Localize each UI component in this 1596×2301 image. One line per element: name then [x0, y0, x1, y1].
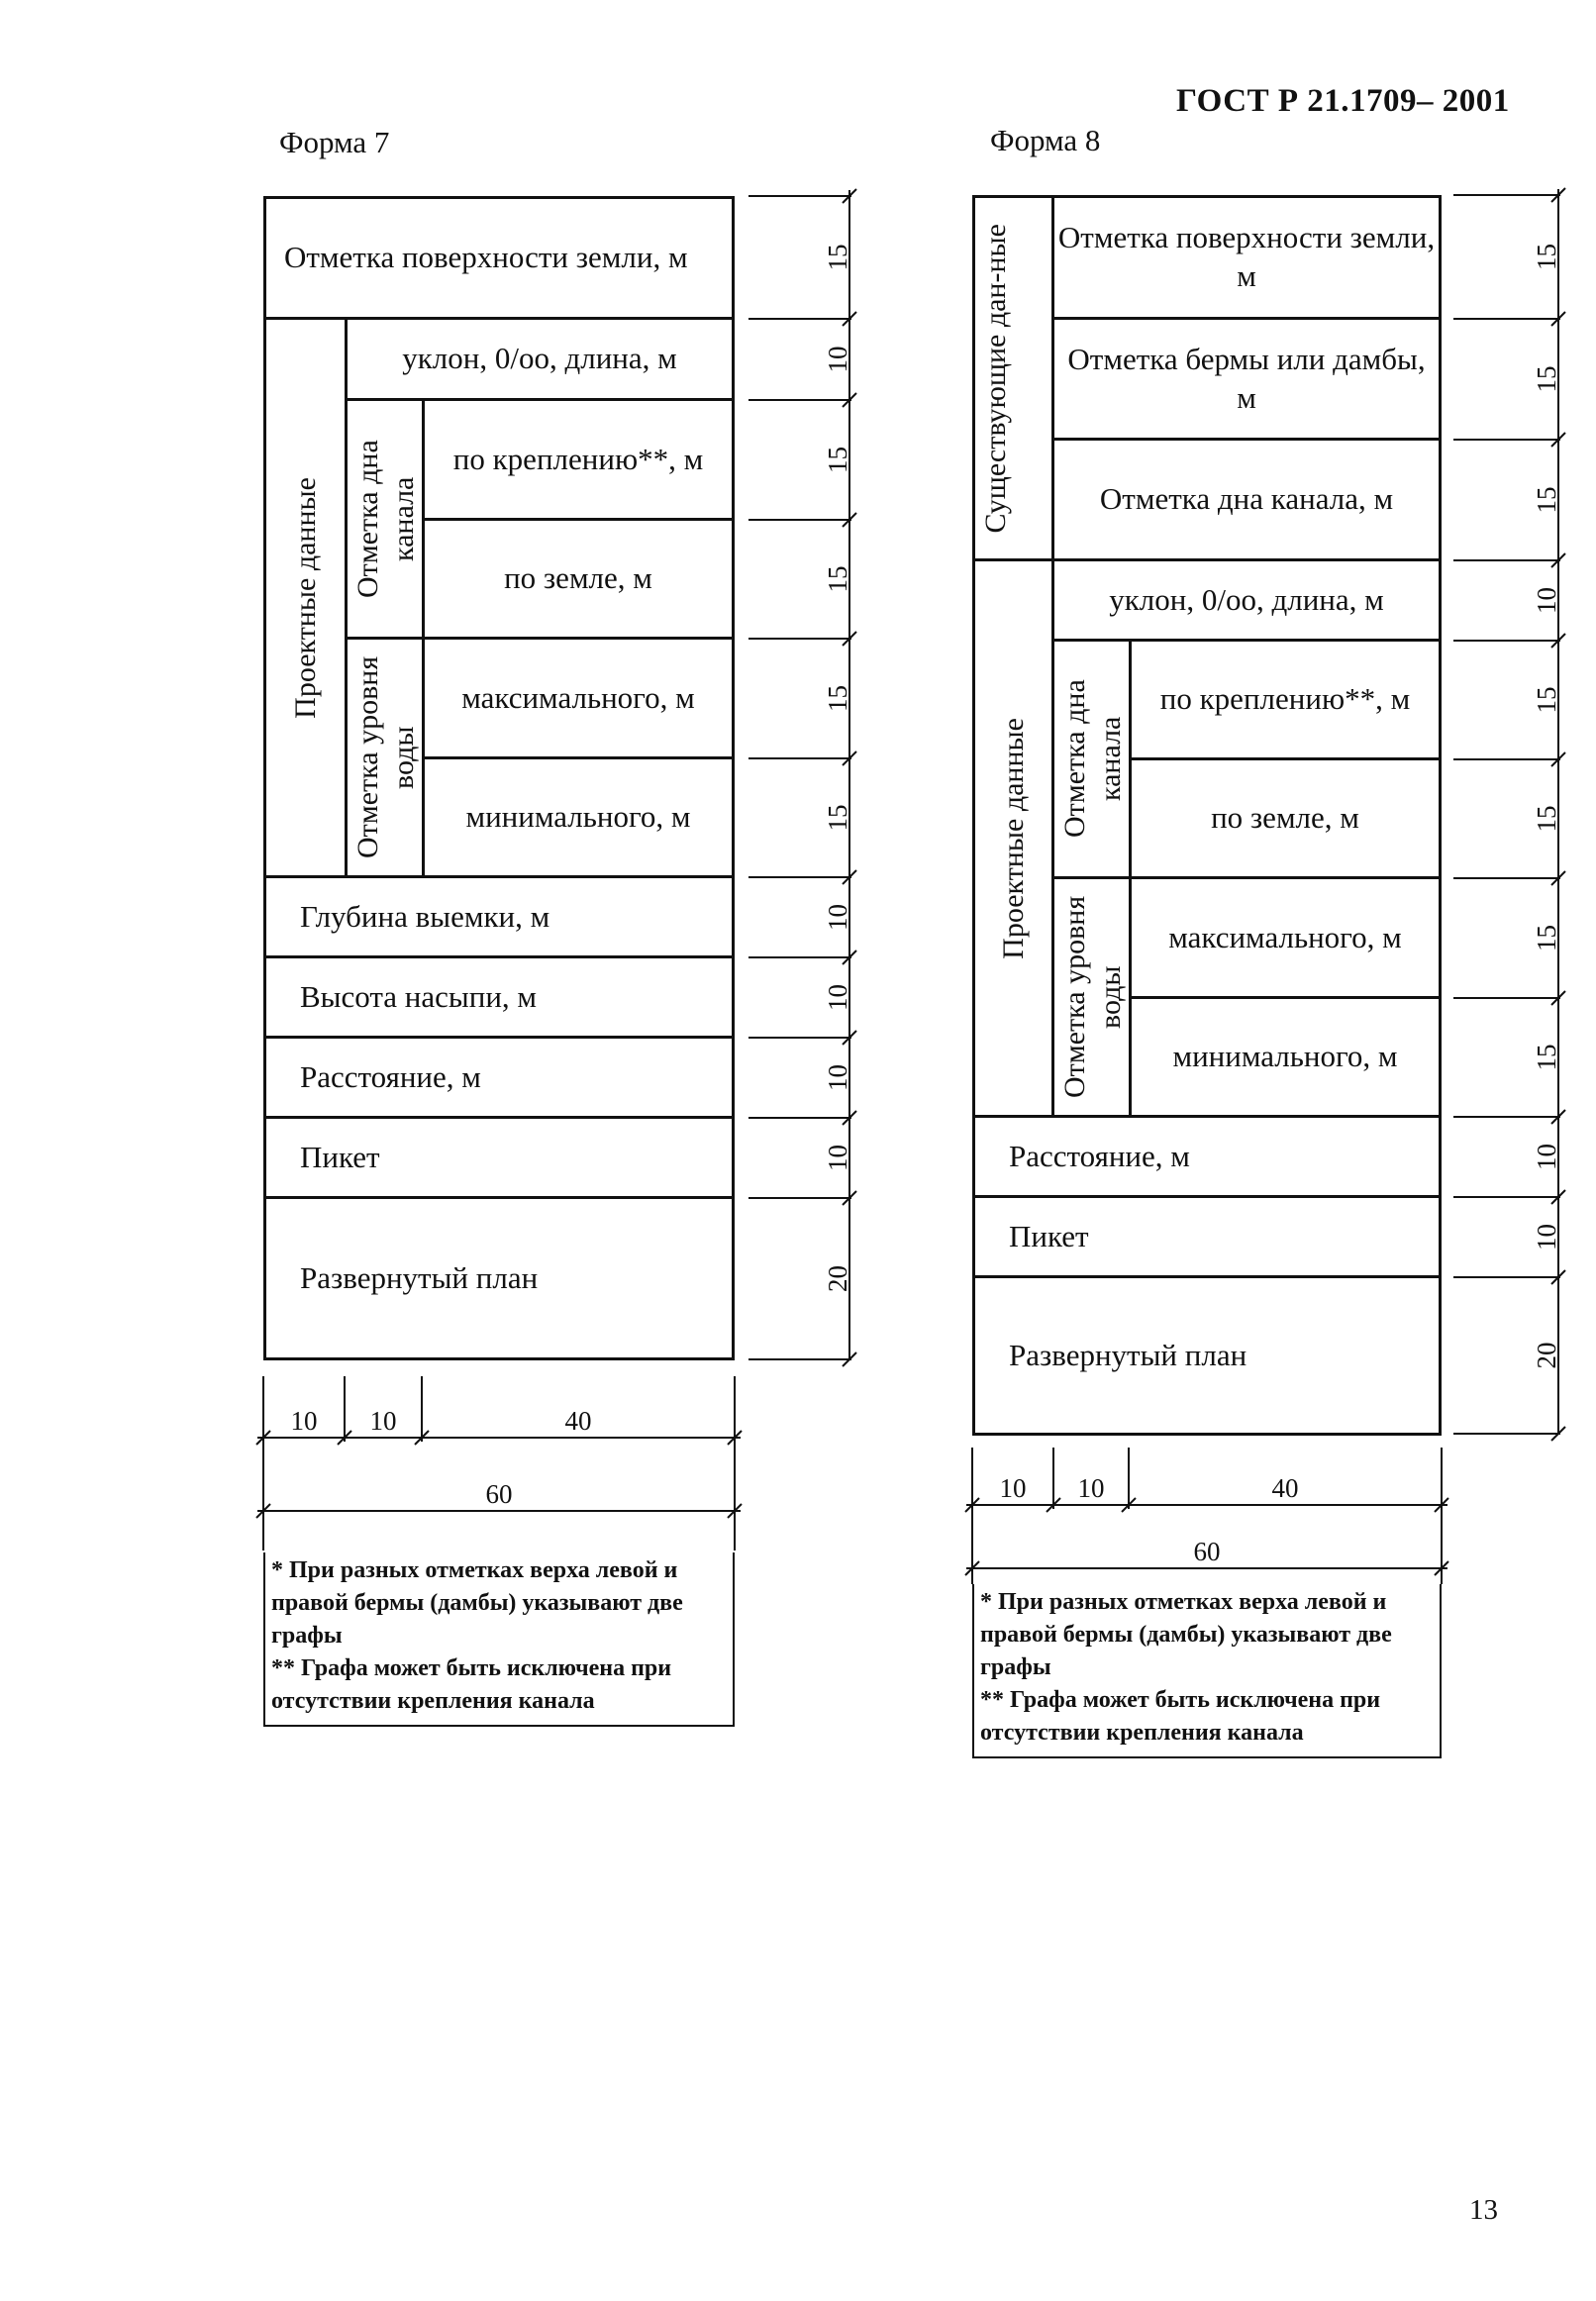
form7-row-dim-label: 15	[823, 565, 852, 593]
form8-group-design-label: Проектные данные	[996, 717, 1030, 959]
form8-row-dim-label: 15	[1532, 244, 1561, 270]
form7-row-dim-label: 10	[823, 904, 852, 931]
form7-note-2: ** Графа может быть исключена при отсутствии крепления канала	[271, 1655, 672, 1715]
form7-col-dim-label: 60	[485, 1479, 513, 1509]
form7-row-picket: Пикет	[263, 1116, 735, 1199]
form8-row-picket: Пикет	[972, 1195, 1442, 1278]
document-standard-number: ГОСТ Р 21.1709– 2001	[1176, 83, 1510, 119]
form8-title: Форма 8	[990, 123, 1101, 157]
form7-dimensions	[256, 189, 856, 1551]
form8-row-earth: по земле, м	[1129, 757, 1442, 879]
form8-row-dim-label: 10	[1532, 1224, 1561, 1251]
form8-row-min: минимального, м	[1129, 996, 1442, 1118]
form7-notes	[263, 1552, 735, 1727]
form7-row-dim-label: 10	[823, 346, 852, 373]
form8-row-dim-label: 15	[1532, 805, 1561, 833]
form8-row-dim-label: 20	[1532, 1342, 1561, 1369]
form7-row-fill-height: Высота насыпи, м	[263, 955, 735, 1039]
form8-row-dim-label: 15	[1532, 1044, 1561, 1071]
form8-group-bottom-label: Отметка дна канала	[1057, 679, 1127, 839]
form7-row-cut-depth: Глубина выемки, м	[263, 875, 735, 958]
form7-row-min: минимального, м	[422, 756, 735, 878]
form7-row-dim-label: 10	[823, 1064, 852, 1091]
form7-row-distance: Расстояние, м	[263, 1036, 735, 1119]
form8-col-dim-label: 10	[1077, 1473, 1105, 1503]
form7-row-dim-label: 15	[823, 804, 852, 832]
form8-group-existing-label: Существующие дан-ные	[978, 223, 1012, 534]
form7-col-dim-label: 10	[290, 1406, 318, 1436]
form8-row-dim-label: 10	[1532, 1144, 1561, 1170]
form8-col-dim-label: 10	[999, 1473, 1027, 1503]
form8-row-dim-label: 15	[1532, 486, 1561, 514]
form7-group-water-label: Отметка уровня воды	[350, 655, 420, 859]
form8-row-distance: Расстояние, м	[972, 1115, 1442, 1198]
form7-row-dim-label: 10	[823, 1145, 852, 1171]
form7-title: Форма 7	[279, 125, 390, 159]
form8-note-2: ** Графа может быть исключена при отсутствии крепления канала	[980, 1687, 1381, 1747]
form7-row-ground: Отметка поверхности земли, м	[263, 196, 735, 320]
form8-col-dim-label: 60	[1193, 1537, 1221, 1566]
form7-row-max: максимального, м	[422, 637, 735, 759]
form8-row-max: максимального, м	[1129, 876, 1442, 999]
form8-row-slope: уклон, 0/оо, длина, м	[1051, 558, 1442, 642]
form7-row-dim-label: 15	[823, 244, 852, 271]
page-number: 13	[1469, 2194, 1498, 2226]
form7-row-lining: по креплению**, м	[422, 398, 735, 521]
form8-row-lining: по креплению**, м	[1129, 639, 1442, 760]
form8-row-bottom: Отметка дна канала, м	[1051, 438, 1442, 561]
form7-row-dim-label: 20	[823, 1265, 852, 1292]
form7-row-dim-label: 10	[823, 984, 852, 1011]
form7-col-dim-label: 40	[564, 1406, 592, 1436]
form7-row-plan: Развернутый план	[263, 1196, 735, 1360]
form7-group-design-label: Проектные данные	[288, 476, 322, 719]
form7-col-dim-label: 10	[369, 1406, 397, 1436]
form7-row-dim-label: 15	[823, 447, 852, 473]
form8-row-plan: Развернутый план	[972, 1275, 1442, 1436]
form8-row-dim-label: 15	[1532, 365, 1561, 393]
form7-row-dim-label: 15	[823, 685, 852, 712]
form8-row-dim-label: 15	[1532, 925, 1561, 951]
form8-notes	[972, 1584, 1442, 1758]
form7-group-bottom-label: Отметка дна канала	[350, 440, 420, 598]
form7-row-slope: уклон, 0/оо, длина, м	[345, 317, 735, 401]
form7-note-1: * При разных отметках верха левой и правой бермы (дамбы) указывают две графы	[271, 1557, 683, 1650]
form8-row-berm: Отметка бермы или дамбы, м	[1051, 317, 1442, 441]
form8-row-dim-label: 10	[1532, 587, 1561, 614]
form8-dimensions	[965, 188, 1565, 1584]
form7-row-earth: по земле, м	[422, 518, 735, 640]
form8-row-dim-label: 15	[1532, 686, 1561, 714]
form8-note-1: * При разных отметках верха левой и правой бермы (дамбы) указывают две графы	[980, 1589, 1392, 1681]
form8-row-ground: Отметка поверхности земли, м	[1051, 195, 1442, 320]
form8-col-dim-label: 40	[1271, 1473, 1299, 1503]
form8-group-water-label: Отметка уровня воды	[1057, 895, 1127, 1099]
